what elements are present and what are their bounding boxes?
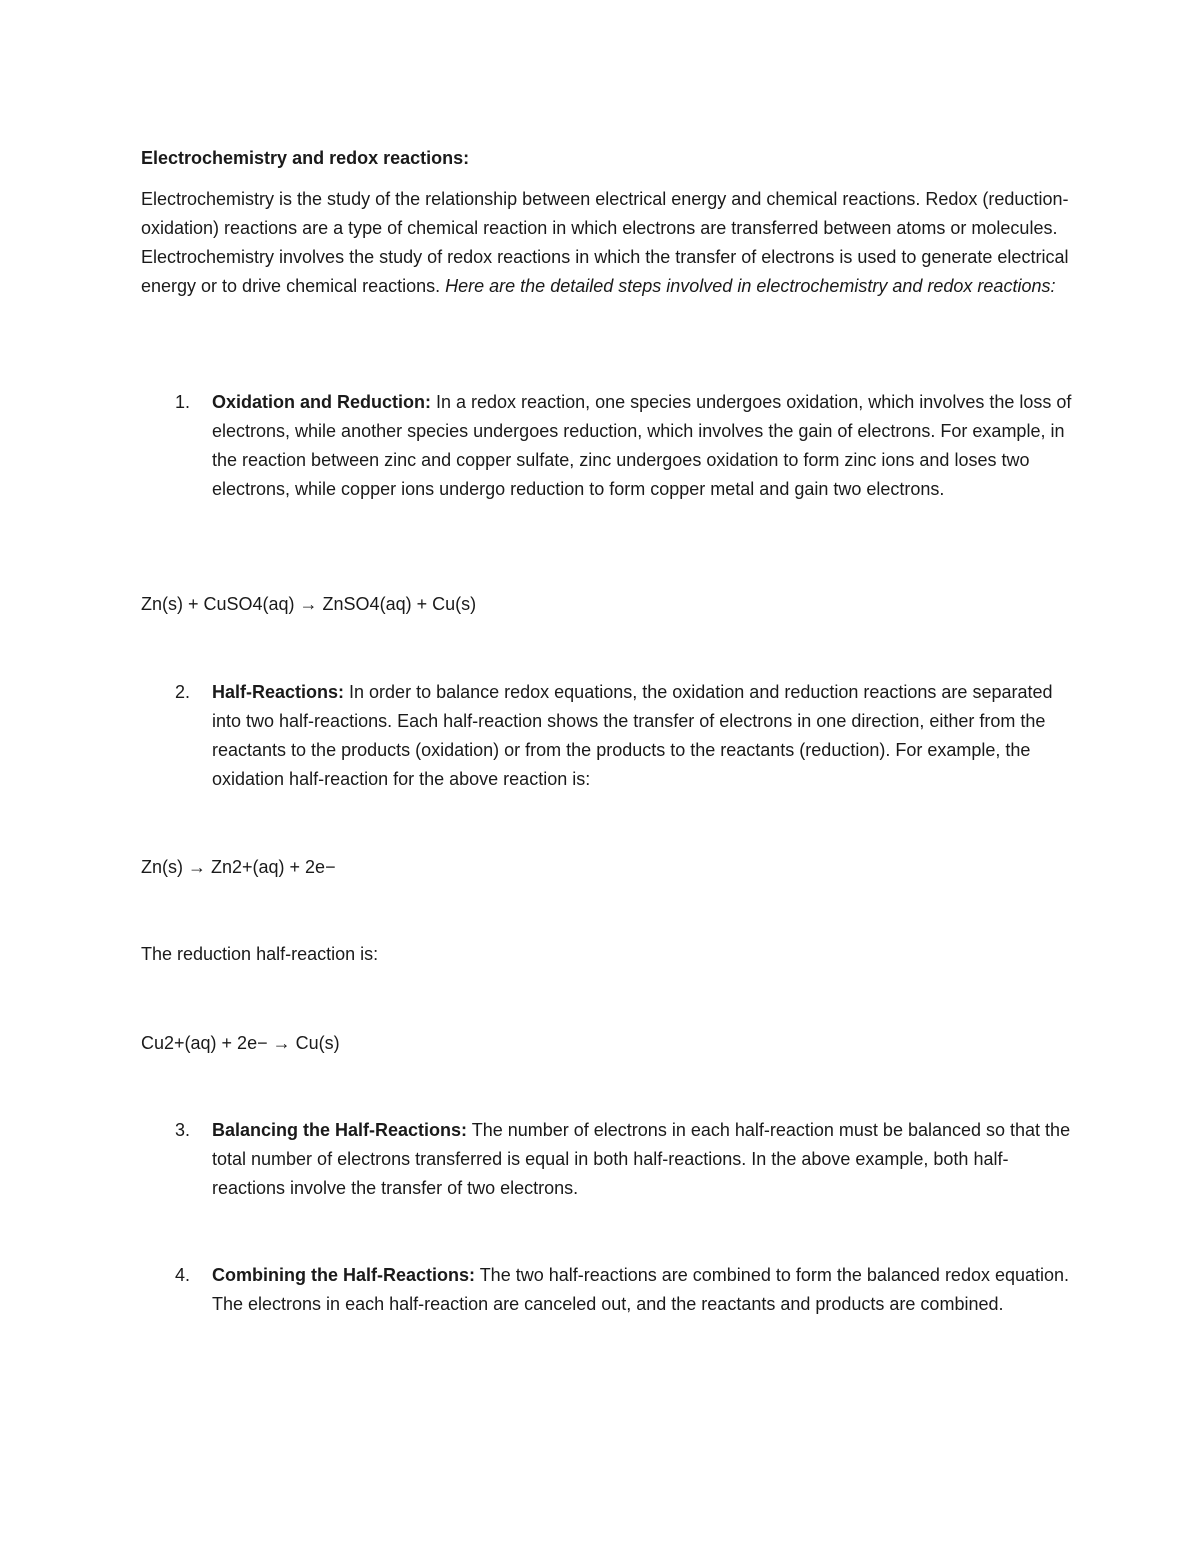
equation-oxidation-half-reaction: Zn(s) → Zn2+(aq) + 2e− [141, 857, 336, 877]
list-number: 3. [175, 1120, 191, 1140]
list-item-heading: Oxidation and Reduction: [212, 392, 431, 412]
list-item-heading: Balancing the Half-Reactions: [212, 1120, 468, 1140]
list-item-text: The two half-reactions are combined to form the balanced redox equation. The electrons in each half-reaction are canceled out, and the reactants and products are combined. [212, 1265, 1070, 1314]
list-number: 1. [175, 392, 191, 412]
equation-reduction-half-reaction: Cu2+(aq) + 2e− → Cu(s) [141, 1033, 340, 1053]
list-number: 2. [175, 682, 191, 702]
list-item-body [212, 388, 1072, 504]
list-item-heading: Combining the Half-Reactions: [212, 1265, 476, 1285]
equation-full-reaction: Zn(s) + CuSO4(aq) → ZnSO4(aq) + Cu(s) [141, 594, 477, 614]
list-item-body [212, 678, 1072, 794]
list-item-heading: Half-Reactions: [212, 682, 345, 702]
intro-text: Electrochemistry is the study of the relationship between electrical energy and chemical reactions. Redox (reduction-oxidation) reactions are a type of chemical reaction in which electrons are transferred between atoms or molecules. Electrochemistry involves the study of redox reactions in which the transfer of electrons is used to generate electrical energy or to drive chemical reactions. [141, 189, 1069, 296]
list-item-body [212, 1261, 1072, 1319]
list-item-text: In a redox reaction, one species undergoes oxidation, which involves the loss of electrons, while another species undergoes reduction, which involves the gain of electrons. For example, in the reaction between zinc and copper sulfate, zinc undergoes oxidation to form zinc ions and loses two electrons, while copper ions undergo reduction to form copper metal and gain two electrons. [212, 392, 1072, 499]
intro-lead-in: Here are the detailed steps involved in electrochemistry and redox reactions: [445, 276, 1056, 296]
list-item-text: The number of electrons in each half-reaction must be balanced so that the total number of electrons transferred is equal in both half-reactions. In the above example, both half-reactions involve the transfer of two electrons. [212, 1120, 1071, 1198]
intro-paragraph [141, 185, 1071, 301]
list-item-body [212, 1116, 1072, 1203]
list-item-text: In order to balance redox equations, the oxidation and reduction reactions are separated into two half-reactions. Each half-reaction shows the transfer of electrons in one direction, either from the reactants to the products (oxidation) or from the products to the reactants (reduction). For example, the oxidation half-reaction for the above reaction is: [212, 682, 1053, 789]
reduction-caption: The reduction half-reaction is: [141, 944, 379, 964]
list-number: 4. [175, 1265, 191, 1285]
document-title: Electrochemistry and redox reactions: [141, 148, 470, 168]
